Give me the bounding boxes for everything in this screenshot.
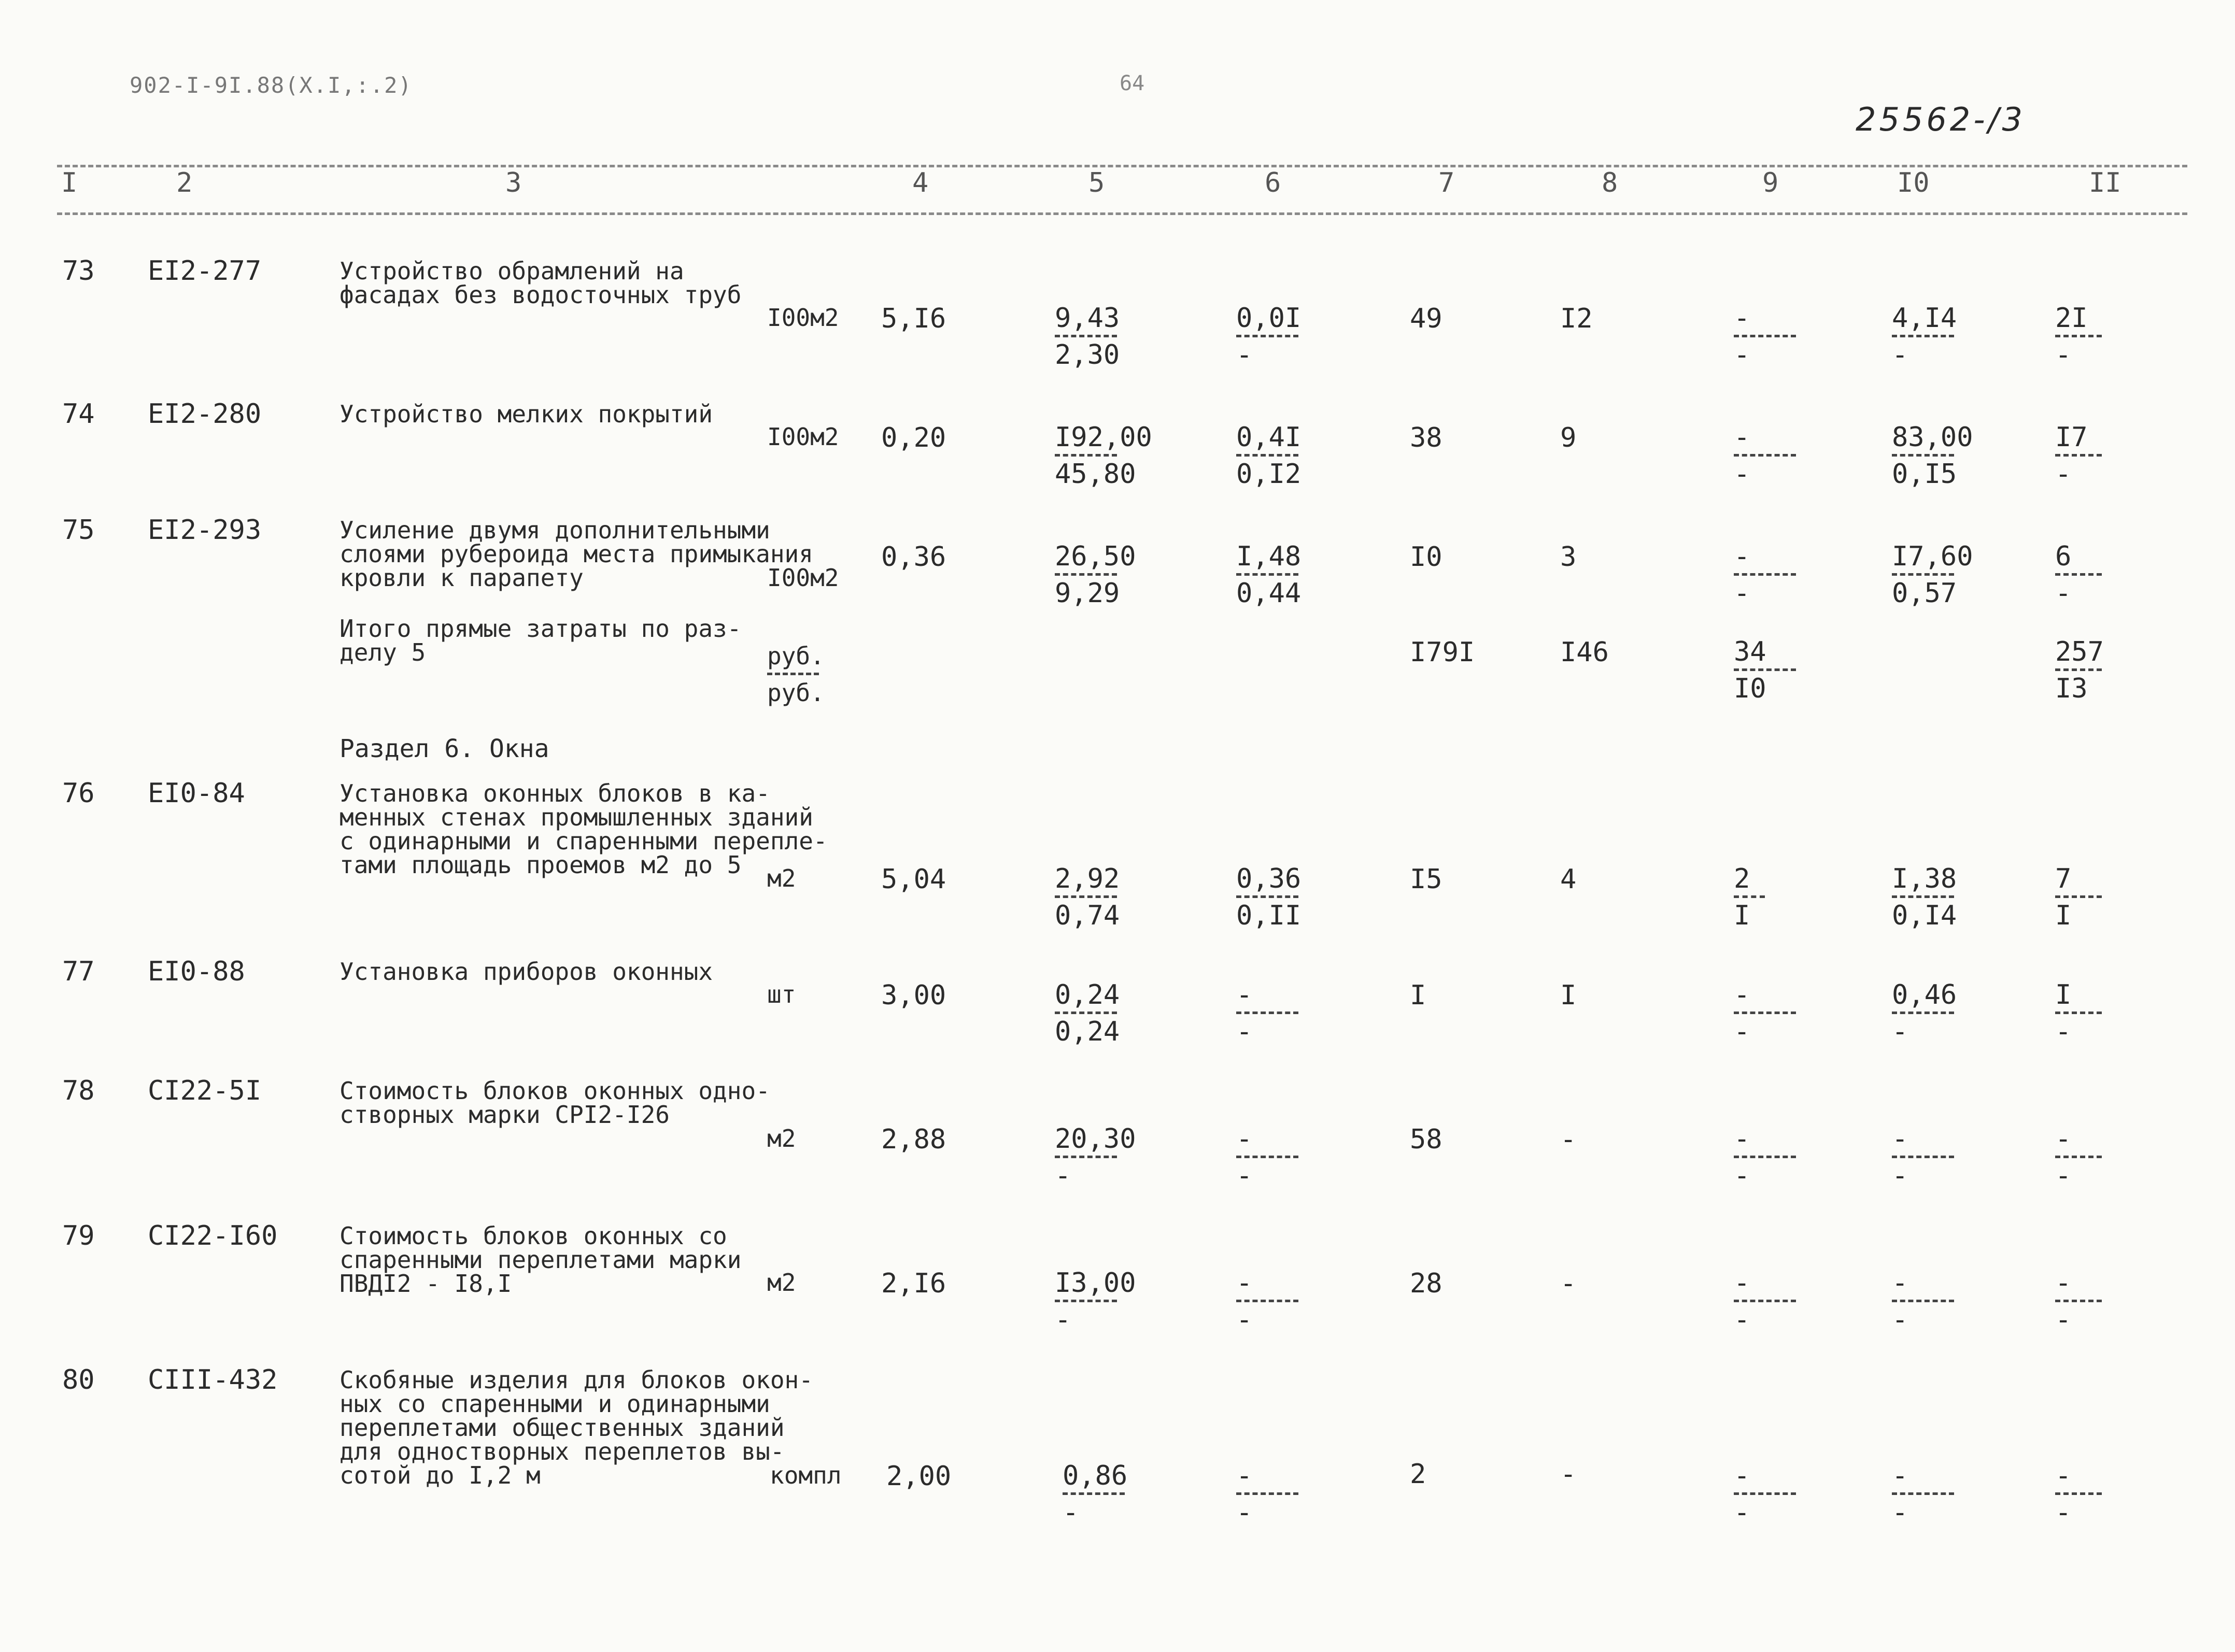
col9-fraction	[1734, 304, 1796, 369]
col10-top: 0,46	[1892, 979, 1957, 1010]
quantity: 0,20	[881, 422, 946, 453]
row-number: 74	[62, 398, 95, 430]
col8-value: 3	[1560, 542, 1577, 573]
col11-top: 2I	[2055, 303, 2088, 334]
fraction-bar	[1892, 1492, 1954, 1495]
col8-value: 9	[1560, 422, 1577, 453]
col5-top: I3,00	[1055, 1268, 1136, 1299]
col6-fraction	[1236, 423, 1301, 489]
col9-top: -	[1734, 422, 1750, 453]
col5-bottom: -	[1055, 1160, 1071, 1191]
rate-code: EI0-88	[148, 956, 245, 987]
sheet-number: 25562-/3	[1856, 101, 2026, 138]
col9-bottom: -	[1734, 1497, 1750, 1528]
fraction-bar	[1236, 454, 1298, 457]
rate-code: EI2-293	[148, 515, 262, 546]
col7-value: I0	[1410, 542, 1442, 573]
quantity: 5,04	[881, 864, 946, 895]
col6-fraction	[1236, 304, 1301, 369]
work-description: Скобяные изделия для блоков окон- ных со спаренными и одинарными переплетами общественных зданий для одностворных переплетов вы- сотой до I,2 м	[340, 1366, 813, 1489]
row-number: 73	[62, 255, 95, 287]
col11-bottom: -	[2055, 1160, 2072, 1191]
col10-bottom: 0,I4	[1892, 900, 1957, 931]
col6-fraction	[1236, 1461, 1298, 1527]
col10-top: -	[1892, 1460, 1908, 1491]
col9-bottom: I	[1734, 900, 1750, 931]
col10-bottom: -	[1892, 339, 1908, 371]
fraction-bar	[1055, 335, 1117, 337]
unit: м2	[767, 864, 796, 892]
total-col11-bottom: I3	[2055, 673, 2088, 704]
col6-fraction	[1236, 864, 1301, 930]
col9-bottom: -	[1734, 1016, 1750, 1047]
fraction-bar	[1734, 573, 1796, 576]
col10-fraction	[1892, 304, 1957, 369]
total-col9-top: 34	[1734, 636, 1766, 667]
fraction-bar	[2055, 895, 2102, 898]
col5-bottom: -	[1063, 1497, 1079, 1528]
row-number: 76	[62, 778, 95, 809]
col11-bottom: -	[2055, 578, 2072, 609]
col11-top: I	[2055, 979, 2072, 1010]
col11-top: -	[2055, 1268, 2072, 1299]
col9-top: -	[1734, 303, 1750, 334]
col7-value: 58	[1410, 1124, 1442, 1155]
column-number-10: I0	[1897, 167, 1930, 198]
col10-fraction	[1892, 1124, 1954, 1190]
column-number-1: I	[61, 167, 78, 198]
row-number: 75	[62, 515, 95, 546]
row-number: 80	[62, 1364, 95, 1395]
col10-fraction	[1892, 542, 1973, 608]
col11-bottom: I	[2055, 900, 2072, 931]
col9-bottom: -	[1734, 1304, 1750, 1335]
col11-fraction	[2055, 423, 2102, 489]
col5-bottom: 0,74	[1055, 900, 1120, 931]
fraction-bar	[1892, 1300, 1954, 1302]
unit: I00м2	[767, 423, 839, 451]
fraction-bar	[1734, 668, 1796, 671]
col10-bottom: 0,57	[1892, 578, 1957, 609]
col5-top: I92,00	[1055, 422, 1152, 453]
fraction-bar	[1055, 454, 1117, 457]
col11-fraction	[2055, 1269, 2102, 1334]
rate-code: CI22-5I	[148, 1075, 262, 1106]
fraction-bar	[1063, 1492, 1125, 1495]
col11-bottom: -	[2055, 459, 2072, 490]
total-col11-fraction	[2055, 637, 2104, 703]
col10-fraction	[1892, 864, 1957, 930]
col6-bottom: -	[1236, 1497, 1253, 1528]
col9-fraction	[1734, 542, 1796, 608]
col7-value: I	[1410, 980, 1426, 1011]
col11-fraction	[2055, 864, 2102, 930]
fraction-bar	[2055, 1156, 2102, 1158]
col11-top: 6	[2055, 541, 2072, 572]
col6-fraction	[1236, 980, 1298, 1046]
col11-bottom: -	[2055, 1016, 2072, 1047]
fraction-bar	[2055, 335, 2102, 337]
fraction-bar	[1055, 1300, 1117, 1302]
fraction-bar	[2055, 1492, 2102, 1495]
col10-fraction	[1892, 423, 1973, 489]
rate-code: EI2-280	[148, 398, 262, 430]
col5-bottom: -	[1055, 1304, 1071, 1335]
fraction-bar	[1236, 1300, 1298, 1302]
fraction-bar	[1236, 895, 1298, 898]
fraction-bar	[1055, 1012, 1117, 1014]
col6-top: -	[1236, 979, 1253, 1010]
quantity: 0,36	[881, 542, 946, 573]
fraction-bar	[2055, 573, 2102, 576]
total-col8: I46	[1560, 637, 1609, 668]
fraction-bar	[1892, 895, 1954, 898]
rate-code: EI2-277	[148, 255, 262, 287]
col6-bottom: 0,II	[1236, 900, 1302, 931]
col6-top: I,48	[1236, 541, 1302, 572]
row-number: 77	[62, 956, 95, 987]
fraction-bar	[1892, 1012, 1954, 1014]
col5-top: 26,50	[1055, 541, 1136, 572]
col5-top: 20,30	[1055, 1123, 1136, 1155]
col5-bottom: 9,29	[1055, 578, 1120, 609]
col11-top: -	[2055, 1460, 2072, 1491]
col6-fraction	[1236, 542, 1301, 608]
fraction-bar	[1236, 1156, 1298, 1158]
work-description: Усиление двумя дополнительными слоями рубероида места примыкания кровли к парапету	[340, 516, 813, 592]
column-number-5: 5	[1088, 167, 1105, 198]
col9-bottom: -	[1734, 1160, 1750, 1191]
col5-top: 9,43	[1055, 303, 1120, 334]
col7-value: 2	[1410, 1459, 1426, 1490]
col10-bottom: -	[1892, 1016, 1908, 1047]
quantity: 2,00	[886, 1461, 952, 1492]
col11-bottom: -	[2055, 1304, 2072, 1335]
col10-top: 83,00	[1892, 422, 1973, 453]
col10-bottom: 0,I5	[1892, 459, 1957, 490]
col9-fraction	[1734, 864, 1765, 930]
fraction-bar	[1892, 573, 1954, 576]
row-number: 79	[62, 1220, 95, 1251]
col5-fraction	[1055, 423, 1152, 489]
col10-top: -	[1892, 1268, 1908, 1299]
fraction-bar	[1055, 895, 1117, 898]
col7-value: 38	[1410, 422, 1442, 453]
total-col9-bottom: I0	[1734, 673, 1766, 704]
col6-top: 0,0I	[1236, 303, 1302, 334]
col8-value: -	[1560, 1124, 1577, 1155]
col10-fraction	[1892, 1269, 1954, 1334]
col5-fraction	[1063, 1461, 1127, 1527]
column-number-3: 3	[505, 167, 522, 198]
col9-top: 2	[1734, 863, 1750, 894]
col6-bottom: -	[1236, 1160, 1253, 1191]
column-number-9: 9	[1762, 167, 1779, 198]
total-col7: I79I	[1410, 637, 1475, 668]
total-unit-bottom: руб.	[767, 679, 825, 707]
col10-fraction	[1892, 1461, 1954, 1527]
col11-fraction	[2055, 304, 2102, 369]
col6-fraction	[1236, 1124, 1298, 1190]
col6-bottom: 0,44	[1236, 578, 1302, 609]
fraction-bar	[1236, 1012, 1298, 1014]
col9-top: -	[1734, 1460, 1750, 1491]
fraction-bar	[1734, 1492, 1796, 1495]
table-header-rule	[57, 212, 2187, 215]
col9-fraction	[1734, 980, 1796, 1046]
fraction-bar	[1734, 454, 1796, 457]
fraction-bar	[1734, 1012, 1796, 1014]
col6-top: 0,36	[1236, 863, 1302, 894]
column-number-11: II	[2089, 167, 2121, 198]
unit: компл	[770, 1461, 842, 1489]
col9-fraction	[1734, 1461, 1796, 1527]
col5-top: 0,24	[1055, 979, 1120, 1010]
col9-top: -	[1734, 979, 1750, 1010]
col9-top: -	[1734, 1268, 1750, 1299]
rate-code: CIII-432	[148, 1364, 278, 1395]
col5-fraction	[1055, 542, 1136, 608]
col6-top: -	[1236, 1123, 1253, 1155]
fraction-bar	[1734, 1300, 1796, 1302]
col9-bottom: -	[1734, 459, 1750, 490]
col7-value: 28	[1410, 1268, 1442, 1299]
col8-value: -	[1560, 1268, 1577, 1299]
fraction-bar	[1236, 335, 1298, 337]
fraction-bar	[1055, 573, 1117, 576]
total-unit-fraction	[767, 642, 825, 707]
fraction-bar	[1892, 1156, 1954, 1158]
col9-bottom: -	[1734, 578, 1750, 609]
fraction-bar	[1734, 895, 1765, 898]
col8-value: -	[1560, 1459, 1577, 1490]
work-description: Стоимость блоков оконных со спаренными переплетами марки ПВДI2 - I8,I	[340, 1222, 742, 1298]
col5-top: 0,86	[1063, 1460, 1128, 1491]
col9-fraction	[1734, 1269, 1796, 1334]
col6-bottom: -	[1236, 1304, 1253, 1335]
col5-bottom: 2,30	[1055, 339, 1120, 371]
col9-fraction	[1734, 1124, 1796, 1190]
col11-fraction	[2055, 980, 2102, 1046]
col6-top: -	[1236, 1268, 1253, 1299]
col5-fraction	[1055, 864, 1120, 930]
fraction-bar	[2055, 1012, 2102, 1014]
fraction-bar	[1236, 573, 1298, 576]
col6-fraction	[1236, 1269, 1298, 1334]
section-title: Раздел 6. Окна	[340, 734, 549, 763]
unit: I00м2	[767, 304, 839, 332]
col5-fraction	[1055, 304, 1120, 369]
col6-bottom: -	[1236, 339, 1253, 371]
page-number: 64	[1120, 72, 1145, 95]
col9-fraction	[1734, 423, 1796, 489]
col9-top: -	[1734, 541, 1750, 572]
work-description: Установка оконных блоков в ка- менных стенах промышленных зданий с одинарными и спаренными перепле- тами площадь проемов м2 до 5	[340, 779, 828, 879]
unit: I00м2	[767, 564, 839, 592]
column-number-7: 7	[1438, 167, 1455, 198]
col11-bottom: -	[2055, 1497, 2072, 1528]
work-description: Устройство мелких покрытий	[340, 400, 713, 428]
fraction-bar	[1734, 335, 1796, 337]
column-number-8: 8	[1602, 167, 1618, 198]
col11-fraction	[2055, 542, 2102, 608]
col9-bottom: -	[1734, 339, 1750, 371]
column-number-4: 4	[912, 167, 929, 198]
fraction-bar	[2055, 668, 2102, 671]
col7-value: 49	[1410, 303, 1442, 334]
quantity: 5,I6	[881, 303, 946, 334]
fraction-bar	[2055, 1300, 2102, 1302]
col5-bottom: 45,80	[1055, 459, 1136, 490]
col11-fraction	[2055, 1124, 2102, 1190]
col5-fraction	[1055, 980, 1120, 1046]
col11-bottom: -	[2055, 339, 2072, 371]
document-code: 902-I-9I.88(X.I,:.2)	[130, 73, 413, 98]
col11-top: 7	[2055, 863, 2072, 894]
rate-code: CI22-I60	[148, 1220, 278, 1251]
fraction-bar	[767, 673, 819, 675]
fraction-bar	[1236, 1492, 1298, 1495]
col5-bottom: 0,24	[1055, 1016, 1120, 1047]
column-number-6: 6	[1265, 167, 1281, 198]
column-number-2: 2	[176, 167, 193, 198]
col9-top: -	[1734, 1123, 1750, 1155]
fraction-bar	[2055, 454, 2102, 457]
col11-fraction	[2055, 1461, 2102, 1527]
total-col11-top: 257	[2055, 636, 2104, 667]
quantity: 2,I6	[881, 1268, 946, 1299]
col10-bottom: -	[1892, 1497, 1908, 1528]
col10-top: I,38	[1892, 863, 1957, 894]
total-description: Итого прямые затраты по раз- делу 5	[340, 615, 742, 666]
col10-top: I7,60	[1892, 541, 1973, 572]
col10-fraction	[1892, 980, 1957, 1046]
col5-fraction	[1055, 1124, 1136, 1190]
col5-fraction	[1055, 1269, 1136, 1334]
col6-bottom: -	[1236, 1016, 1253, 1047]
unit: шт	[767, 980, 796, 1008]
col11-top: -	[2055, 1123, 2072, 1155]
total-unit-top: руб.	[767, 642, 825, 670]
col10-top: -	[1892, 1123, 1908, 1155]
total-col9-fraction	[1734, 637, 1796, 703]
col11-top: I7	[2055, 422, 2088, 453]
unit: м2	[767, 1269, 796, 1297]
fraction-bar	[1055, 1156, 1117, 1158]
col8-value: I2	[1560, 303, 1593, 334]
col10-bottom: -	[1892, 1304, 1908, 1335]
work-description: Стоимость блоков оконных одно- створных марки СРI2-I26	[340, 1077, 770, 1129]
row-number: 78	[62, 1075, 95, 1106]
quantity: 2,88	[881, 1124, 946, 1155]
work-description: Устройство обрамлений на фасадах без водосточных труб	[340, 257, 742, 309]
col10-top: 4,I4	[1892, 303, 1957, 334]
col6-top: -	[1236, 1460, 1253, 1491]
col6-top: 0,4I	[1236, 422, 1302, 453]
fraction-bar	[1734, 1156, 1796, 1158]
fraction-bar	[1892, 335, 1954, 337]
col10-bottom: -	[1892, 1160, 1908, 1191]
fraction-bar	[1892, 454, 1954, 457]
quantity: 3,00	[881, 980, 946, 1011]
col6-bottom: 0,I2	[1236, 459, 1302, 490]
work-description: Установка приборов оконных	[340, 958, 713, 986]
col8-value: 4	[1560, 864, 1577, 895]
table-top-rule	[57, 165, 2187, 167]
col5-top: 2,92	[1055, 863, 1120, 894]
rate-code: EI0-84	[148, 778, 245, 809]
col8-value: I	[1560, 980, 1577, 1011]
col7-value: I5	[1410, 864, 1442, 895]
unit: м2	[767, 1124, 796, 1152]
